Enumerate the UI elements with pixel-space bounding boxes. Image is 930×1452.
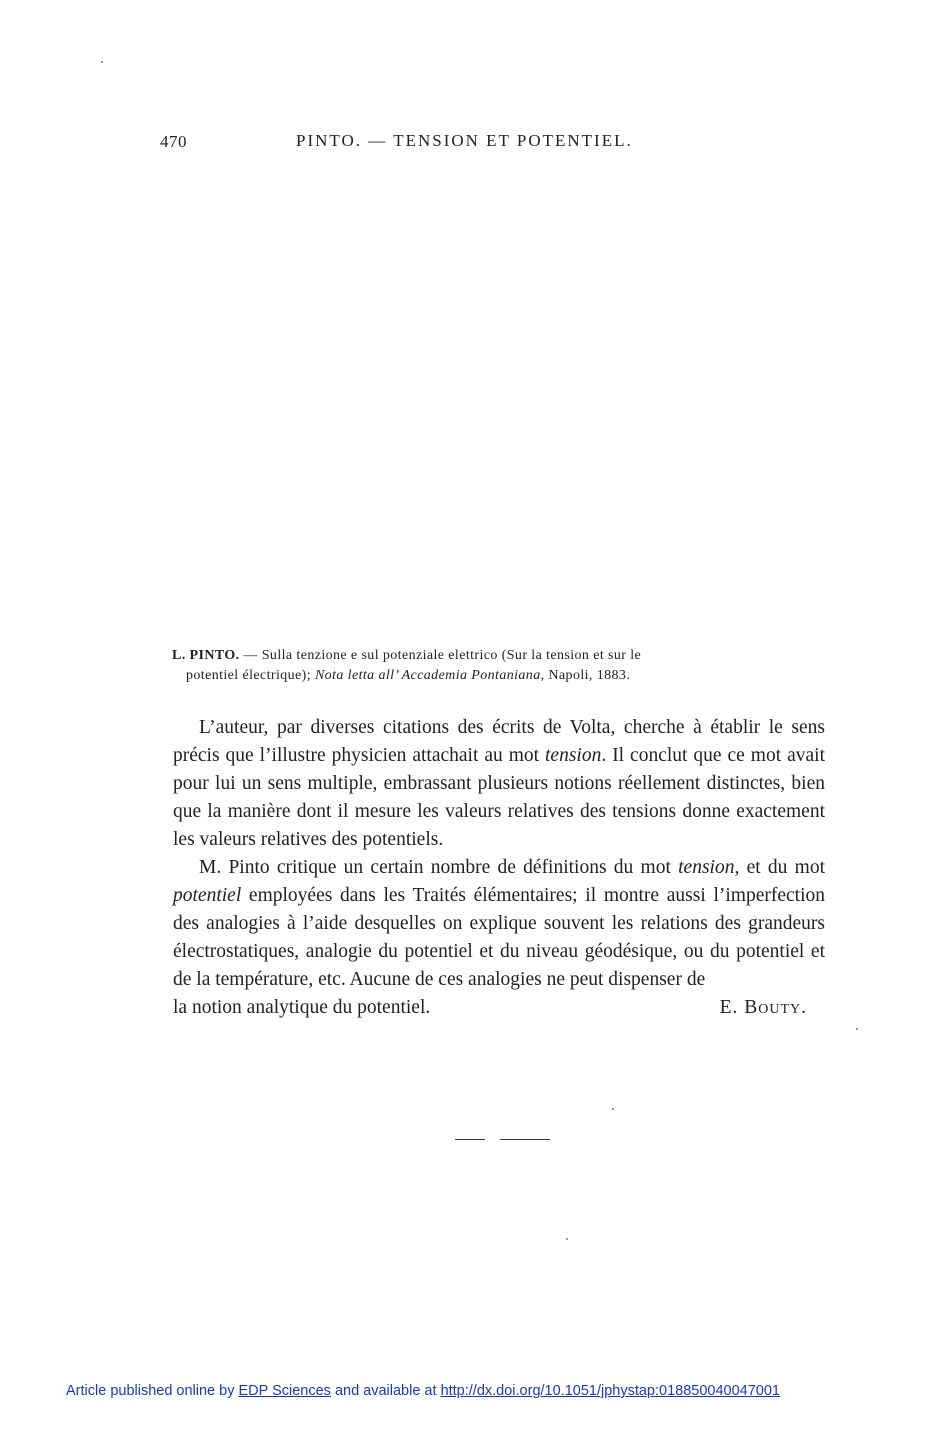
reference-title: Sulla tenzione e sul potenziale elettrico (Sur la tension et sur le bbox=[261, 648, 642, 663]
separator-rule-left bbox=[455, 1139, 485, 1140]
reference-dash: — bbox=[239, 648, 262, 663]
reference-author: L. PINTO. bbox=[172, 648, 240, 663]
scan-speck bbox=[566, 1238, 568, 1240]
paragraph-2-last-line: la notion analytique du potentiel. bbox=[173, 997, 431, 1018]
paragraph-1-text-a: L’auteur, par diverses citations des écrits de Volta, cherche à établir le sens précis que l’illustre physicien attachait au mot bbox=[173, 717, 825, 766]
publication-footer bbox=[66, 1383, 780, 1399]
bibliographic-reference bbox=[172, 646, 832, 686]
scan-speck bbox=[856, 1028, 858, 1030]
separator-rule-right bbox=[500, 1139, 550, 1140]
running-title: PINTO. — TENSION ET POTENTIEL. bbox=[296, 131, 633, 150]
doi-link[interactable]: http://dx.doi.org/10.1051/jphystap:018850040047001 bbox=[440, 1383, 780, 1399]
paragraph-2-text-c: employées dans les Traités élémentaires; il montre aussi l’imperfection des analogies à l’aide desquelles on explique souvent les relations des grandeurs électrostatiques, analogie du potentiel et du niveau géodésique, ou du potentiel et de la température, etc. Aucune de ces analogies ne peut dispenser de bbox=[173, 885, 825, 990]
scan-speck bbox=[101, 61, 103, 63]
review-body bbox=[173, 714, 825, 1022]
reference-journal: Nota letta all’ Accademia Pontaniana, bbox=[314, 668, 545, 683]
term-potentiel: potentiel bbox=[173, 885, 242, 906]
reference-second-line bbox=[172, 666, 832, 686]
paragraph-1-text-b: . Il conclut que ce mot avait pour lui un sens multiple, embrassant plusieurs notions réellement distinctes, bien que la manière dont il mesure les valeurs relatives des tensions donne exactement les valeurs relatives des potentiels. bbox=[173, 745, 825, 850]
footer-prefix: Article published online by bbox=[66, 1383, 239, 1399]
scan-speck bbox=[612, 1108, 614, 1110]
paragraph-2-text-a: M. Pinto critique un certain nombre de définitions du mot bbox=[199, 857, 679, 878]
closing-line bbox=[173, 994, 825, 1022]
footer-middle: and available at bbox=[330, 1383, 441, 1399]
publisher-link[interactable]: EDP Sciences bbox=[238, 1383, 331, 1399]
reference-place-year: Napoli, 1883. bbox=[544, 668, 631, 683]
term-tension: tension bbox=[545, 745, 602, 766]
paragraph-2-text-b: , et du mot bbox=[734, 857, 825, 878]
page-number: 470 bbox=[160, 132, 187, 151]
paragraph-2 bbox=[173, 854, 825, 994]
signature: E. Bouty. bbox=[719, 997, 807, 1018]
reference-title-continued: potentiel électrique); bbox=[186, 668, 315, 683]
term-tension-2: tension bbox=[678, 857, 735, 878]
paragraph-1 bbox=[173, 714, 825, 854]
